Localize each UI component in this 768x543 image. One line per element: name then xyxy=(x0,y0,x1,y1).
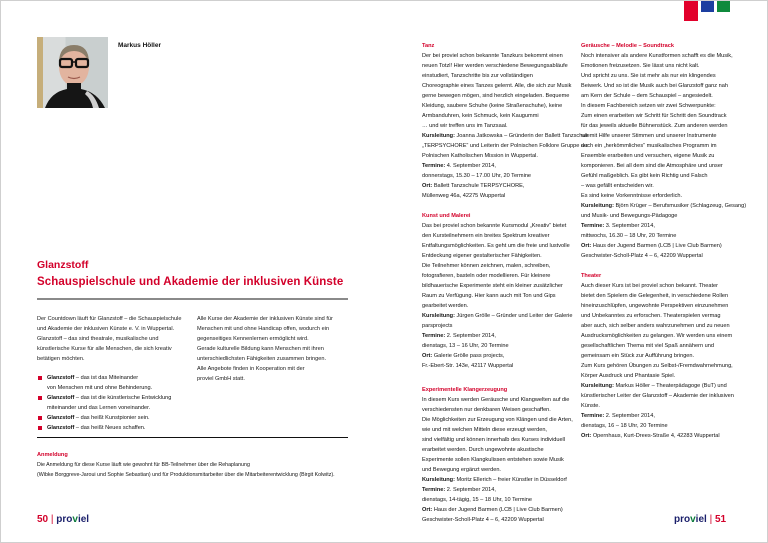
registration-title: Anmeldung xyxy=(37,452,68,458)
bullet-item xyxy=(37,373,202,393)
text-line: bietet den Spielern die Gelegenheit, in verschiedene Rollen xyxy=(581,293,729,299)
text-line: Noch intensiver als andere Kunstformen schafft es die Musik, xyxy=(581,53,733,59)
text-line: proviel GmbH statt. xyxy=(197,376,245,382)
text-line: Der Countdown läuft für Glanzstoff – die Schauspielschule xyxy=(37,316,182,322)
bullet-bold: Glanzstoff xyxy=(47,415,75,421)
red-swatch xyxy=(684,1,698,21)
text-line: künstlerische Kurse für alle Menschen, die sich kreativ xyxy=(37,346,172,352)
page-subtitle: Schauspielschule und Akademie der inklusiven Künste xyxy=(37,276,344,288)
text-line: fotografieren, basteln oder modellieren. Für kleinere xyxy=(422,273,551,279)
text-line: Kleidung, saubere Schuhe (keine Straßenschuhe), keine xyxy=(422,103,563,109)
blue-swatch xyxy=(701,1,714,12)
section-title: Experimentelle Klangerzeugung xyxy=(422,387,508,393)
bullet-text: – das ist das Miteinander xyxy=(74,375,139,381)
portrait-photo xyxy=(37,37,108,108)
text-line: Die Anmeldung für diese Kurse läuft wie gewohnt für BB-Teilnehmer über die Rehaplanung xyxy=(37,462,250,468)
text-line: Choreographie eines Tanzes gelernt. Alle, die sich zur Musik xyxy=(422,83,572,89)
text-line: hineinzuschlüpfen, ungewohnte Perspektiven einzunehmen xyxy=(581,303,729,309)
text-line: den Kursteilnehmern ein breites Spektrum kreativer xyxy=(422,233,550,239)
section-title: Tanz xyxy=(422,43,435,49)
course-place: Ort: Haus der Jugend Barmen (LCB | Live Club Barmen) xyxy=(422,507,563,513)
green-swatch xyxy=(717,1,730,12)
course-leader: Kursleitung: Jürgen Grölle – Gründer und Leiter der Galerie parsprojects xyxy=(422,313,573,329)
bullet-item xyxy=(37,423,202,433)
intro-column-1 xyxy=(37,314,187,364)
page-number: 50 xyxy=(37,514,49,525)
folio-separator: | xyxy=(50,514,54,525)
text-line: Emotionen freizusetzen. Sie lässt uns nicht kalt. xyxy=(581,63,700,69)
course-dates: Termine: 2. September 2014, xyxy=(422,487,496,493)
bullet-text: – das heißt Neues schaffen. xyxy=(74,425,146,431)
text-line: am Kern der Schule – dem Schauspiel – angesiedelt. xyxy=(581,93,713,99)
section-klangerzeugung xyxy=(422,385,594,525)
text-line: und Akademie der inklusiven Künste e. V. in Wuppertal. xyxy=(37,326,175,332)
text-line: Die Teilnehmer können zeichnen, malen, schreiben, xyxy=(422,263,551,269)
text-line: Experimente sollen Klangkulissen entstehen sowie Musik xyxy=(422,457,564,463)
section-kunst xyxy=(422,211,594,371)
course-dates-detail: donnerstags, 15.30 – 17.00 Uhr, 20 Termine xyxy=(422,173,532,179)
course-place: Ort: Haus der Jugend Barmen (LCB | Live Club Barmen) xyxy=(581,243,722,249)
course-place: Ort: Ballett Tanzschule TERPSYCHORE, xyxy=(422,183,525,189)
text-line: für das jeweils aktuelle Bühnenstück. Zum anderen werden xyxy=(581,123,728,129)
color-swatches xyxy=(684,1,730,21)
text-line: gerne bewegen mögen, sind herzlich eingeladen. Bequeme xyxy=(422,93,570,99)
course-place-detail: Fr.-Ebert-Str. 143e, 42117 Wuppertal xyxy=(422,363,514,369)
course-dates: Termine: 2. September 2014, xyxy=(422,333,496,339)
text-line: aber auch, sich selber anders wahrzunehmen und zu neuen xyxy=(581,323,730,329)
text-line: gemeinsam ein Stück zur Aufführung bringen. xyxy=(581,353,695,359)
text-line: verschiedensten nur denkbaren Weisen geschaffen. xyxy=(422,407,551,413)
text-line: Zum Kurs gehören Übungen zu Selbst-/Fremdwahrnehmung, xyxy=(581,363,733,369)
bullet-continuation: von Menschen mit und ohne Behinderung. xyxy=(47,385,153,391)
text-line: gegenseitiges Kennenlernen ermöglicht wird. xyxy=(197,336,309,342)
text-line: Alle Angebote finden in Kooperation mit der xyxy=(197,366,305,372)
intro-column-2 xyxy=(197,314,347,384)
course-dates-detail: dienstags, 14-tägig, 15 – 18 Uhr, 10 Termine xyxy=(422,497,532,503)
bullet-bold: Glanzstoff xyxy=(47,395,75,401)
text-line: Die Möglichkeiten zur Erzeugung von Klängen und die Arten, xyxy=(422,417,573,423)
course-place-detail: Müllenweg 46a, 42275 Wuppertal xyxy=(422,193,506,199)
section-title: Theater xyxy=(581,273,602,279)
text-line: Raum zu Verfügung. Hier kann auch mit Ton und Gips xyxy=(422,293,556,299)
text-line: bildhauerische Experimente steht ein kleiner zusätzlicher xyxy=(422,283,563,289)
text-line: sind vielfältig und können innerhalb des Kurses individuell xyxy=(422,437,566,443)
text-line: Gefühl maßgeblich. Es gibt kein Richtig und Falsch xyxy=(581,173,708,179)
course-leader: Kursleitung: Björn Krüger – Berufsmusiker (Schlagzeug, Gesang) und Musik- und Bewegungs-Pädagoge xyxy=(581,203,747,219)
text-line: unterschiedlichsten Fähigkeiten zusammen bringen. xyxy=(197,356,327,362)
text-line: Alle Kurse der Akademie der inklusiven Künste sind für xyxy=(197,316,333,322)
text-line: Auch dieser Kurs ist bei proviel schon bekannt. Theater xyxy=(581,283,719,289)
text-line: … und wir treffen uns im Tanzsaal. xyxy=(422,123,508,129)
text-line: Der bei proviel schon bekannte Tanzkurs bekommt einen xyxy=(422,53,563,59)
text-line: und Bewegung ergänzt werden. xyxy=(422,467,501,473)
course-place-detail: Geschwister-Scholl-Platz 4 – 6, 42209 Wuppertal xyxy=(581,253,703,259)
brand-logo: proviel xyxy=(56,514,90,525)
text-line: gearbeitet werden. xyxy=(422,303,469,309)
course-place-detail: Geschwister-Scholl-Platz 4 – 6, 42209 Wuppertal xyxy=(422,517,544,523)
page-folio-left xyxy=(37,514,89,525)
text-line: (Wibke Borggreve-Jaroui und Sophie Sebastian) und für Produktionsmitarbeiter über die Mitarbeiterentwicklung (Birgit Kolwitz). xyxy=(37,471,335,478)
text-line: Entfaltungsmöglichkeiten. Es geht um die freie und lustvolle xyxy=(422,243,570,249)
course-place: Ort: Galerie Grölle pass projects, xyxy=(422,353,505,359)
page-number: 51 xyxy=(714,514,727,525)
folio-separator: | xyxy=(709,514,713,525)
text-line: komponieren. Bei all dem sind die Atmosphäre und unser xyxy=(581,163,723,169)
bullet-bold: Glanzstoff xyxy=(47,375,75,381)
section-title: Kunst und Malerei xyxy=(422,213,471,219)
left-page xyxy=(1,1,384,542)
text-line: Armbanduhren, kein Schmuck, kein Kaugummi xyxy=(422,113,539,119)
section-soundtrack xyxy=(581,41,753,261)
bullet-text: – das ist die künstlerische Entwicklung xyxy=(74,395,172,401)
text-line: Ausdrucksmöglichkeiten zu gelangen. Wir werden uns einem xyxy=(581,333,733,339)
text-line: Zum einen erarbeiten wir Schritt für Schritt den Soundtrack xyxy=(581,113,727,119)
text-line: Glanzstoff – das sind theatrale, musikalische und xyxy=(37,336,159,342)
bullet-list xyxy=(37,373,202,433)
bullet-item xyxy=(37,413,202,423)
text-line: gesellschaftlichen Thema mit viel Spaß annähern und xyxy=(581,343,714,349)
bullet-continuation: miteinander und das Lernen voneinander. xyxy=(47,405,151,411)
text-line: und Unbekanntes zu erforschen. Theaterspielen vermag xyxy=(581,313,721,319)
page-title: Glanzstoff xyxy=(37,259,89,271)
section-title: Geräusche – Melodie – Soundtrack xyxy=(581,43,674,49)
text-line: betätigen möchten. xyxy=(37,356,85,362)
page-folio-right xyxy=(674,514,726,525)
bullet-item xyxy=(37,393,202,413)
text-line: Gerade kulturelle Bildung kann Menschen mit ihren xyxy=(197,346,324,352)
text-line: In diesem Fachbereich setzen wir zwei Schwerpunkte: xyxy=(581,103,716,109)
text-line: neuen Totzl! Hier werden verschiedene Bewegungsabläufe xyxy=(422,63,568,69)
text-line: Es sind keine Vorkenntnisse erforderlich. xyxy=(581,193,683,199)
text-line: wie und mit welchen Mitteln diese erzeugt werden, xyxy=(422,427,547,433)
text-line: wir mit Hilfe unserer Stimmen und unserer Instrumente xyxy=(581,133,717,139)
course-leader: Kursleitung: Moritz Ellerich – freier Künstler in Düsseldorf xyxy=(422,477,567,483)
course-leader: Kursleitung: Joanna Jatkowska – Gründerin der Ballett Tanzschule „TERPSYCHORE“ und Leiterin der Polnischen Folklore Gruppe der Polnischen Katholischen Mission in Wuppertal. xyxy=(422,133,590,159)
portrait-image-icon xyxy=(37,37,108,108)
divider xyxy=(37,298,348,300)
text-line: Und spricht zu uns. Sie ist mehr als nur ein klingendes xyxy=(581,73,716,79)
text-line: Körper Ausdruck und Phantasie Spiel. xyxy=(581,373,676,379)
text-line: Entdeckung eigener gestalterischer Fähigkeiten. xyxy=(422,253,542,259)
course-dates: Termine: 2. September 2014, xyxy=(581,413,655,419)
text-line: auch ein „herkömmliches“ musikalisches Programm im xyxy=(581,143,717,149)
brand-logo: proviel xyxy=(674,514,707,525)
divider xyxy=(37,437,348,438)
text-line: erarbeitet werden. Durch ungewohnte akustische xyxy=(422,447,544,453)
course-dates: Termine: 4. September 2014, xyxy=(422,163,496,169)
text-line: – was gefällt entscheiden wir. xyxy=(581,183,654,189)
course-dates-detail: mittwochs, 16.30 – 18 Uhr, 20 Termine xyxy=(581,233,677,239)
section-theater xyxy=(581,271,753,441)
text-line: In diesem Kurs werden Geräusche und Klangwelten auf die xyxy=(422,397,570,403)
text-line: Menschen mit und ohne Handicap offen, wodurch ein xyxy=(197,326,330,332)
course-place: Ort: Opernhaus, Kurt-Drees-Straße 4, 42283 Wuppertal xyxy=(581,433,720,439)
bullet-bold: Glanzstoff xyxy=(47,425,75,431)
course-dates: Termine: 3. September 2014, xyxy=(581,223,655,229)
course-dates-detail: dienstags, 16 – 18 Uhr, 20 Termine xyxy=(581,423,668,429)
registration-text xyxy=(37,461,357,480)
course-dates-detail: dienstags, 13 – 16 Uhr, 20 Termine xyxy=(422,343,509,349)
section-tanz xyxy=(422,41,594,201)
text-line: Das bei proviel schon bekannte Kursmodul „Kreativ“ bietet xyxy=(422,223,567,229)
text-line: Beiwerk. Und so ist die Musik auch bei Glanzstoff ganz nah xyxy=(581,83,728,89)
bullet-text: – das heißt Kunstpionier sein. xyxy=(74,415,150,421)
course-leader: Kursleitung: Markus Höller – Theaterpädagoge (BuT) und künstlerischer Leiter der Glanzstoff – Akademie der inklusiven Künste. xyxy=(581,383,734,409)
text-line: einstudiert, Tanzschritte bis zur vollständigen xyxy=(422,73,533,79)
text-line: Ensemble erarbeiten und versuchen, eigene Musik zu xyxy=(581,153,715,159)
photo-caption: Markus Höller xyxy=(118,42,161,49)
